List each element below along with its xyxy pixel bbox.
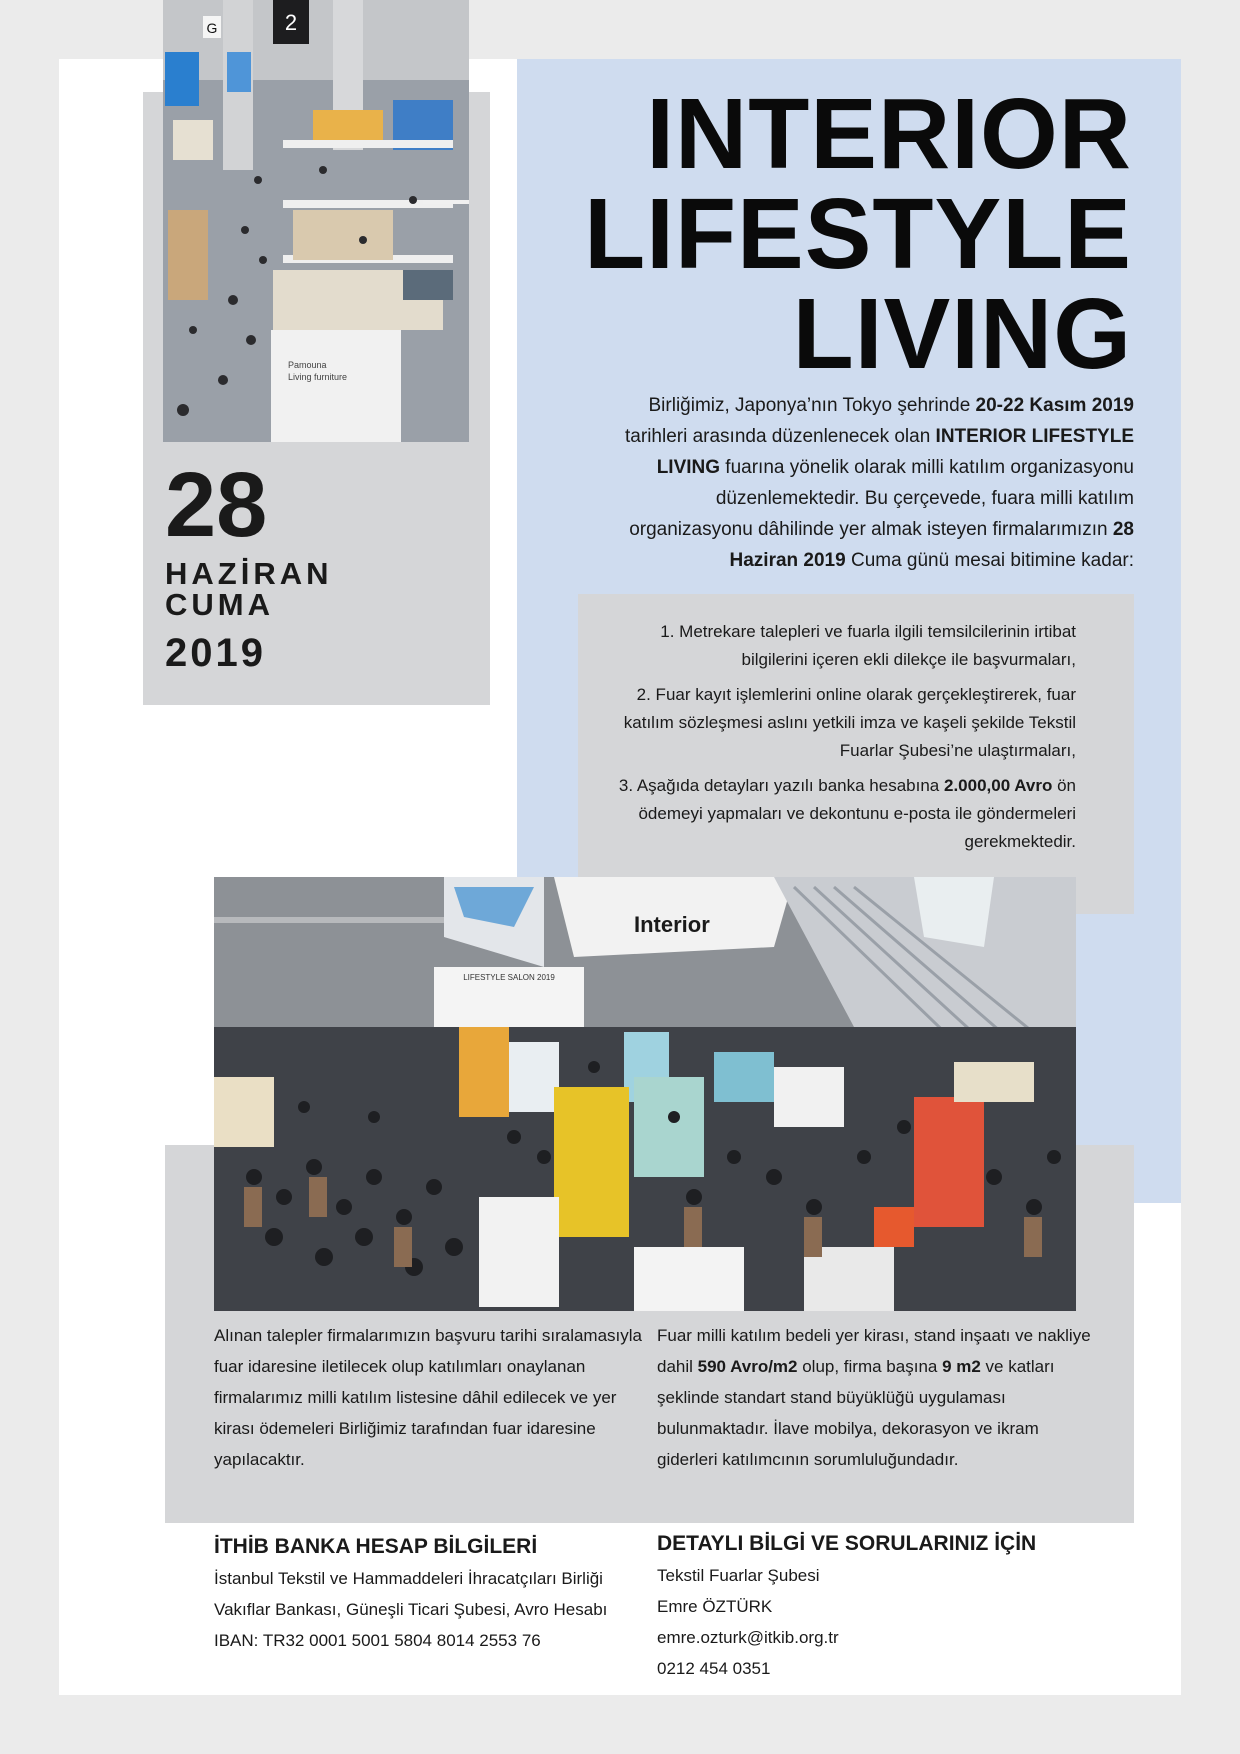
booth-sign-line2: Living furniture [288,372,348,382]
date-month: HAZİRAN [165,556,333,591]
fee-stand-size: 9 m2 [942,1357,981,1376]
fee-paragraph [657,1320,1097,1475]
title-line-1: INTERIOR [646,78,1132,190]
hall-number-sign: 2 [284,10,298,35]
fee-text-3: ve katları şeklinde standart stand büyüklüğü uygulaması bulunmaktadır. İlave mobilya, dekorasyon ve ikram giderleri katılımcının sorumluluğundadır. [657,1357,1055,1469]
contact-person: Emre ÖZTÜRK [657,1597,773,1616]
contact-phone: 0212 454 0351 [657,1659,771,1678]
bank-branch: Vakıflar Bankası, Güneşli Ticari Şubesi, Avro Hesabı [214,1600,608,1619]
intro-text-1: Birliğimiz, Japonya’nın Tokyo şehrinde [648,395,976,416]
salon-banner-text: LIFESTYLE SALON 2019 [463,973,555,982]
contact-email[interactable]: emre.ozturk@itkib.org.tr [657,1628,839,1647]
date-weekday: CUMA [165,587,274,622]
hanging-banner-text: Interior [634,912,710,937]
requirement-item-2: 2. Fuar kayıt işlemlerini online olarak gerçekleştirerek, fuar katılım sözleşmesi aslını yetkili imza ve kaşeli şekilde Tekstil Fuarlar Şubesi’ne ulaştırmaları, [623,685,1076,760]
intro-paragraph [590,390,1134,576]
exhibition-floor-photo [214,877,1076,1311]
bank-info [214,1563,607,1656]
date-day: 28 [165,454,268,556]
fee-text-1: Fuar milli katılım bedeli yer kirası, stand inşaatı ve nakliye dahil [657,1326,1091,1376]
title-line-2: LIFESTYLE [584,178,1132,290]
bank-holder: İstanbul Tekstil ve Hammaddeleri İhracatçıları Birliği [214,1569,603,1588]
contact-info [657,1560,839,1684]
exhibition-hall-photo [163,0,469,442]
intro-text-3: fuarına yönelik olarak milli katılım organizasyonu düzenlemektedir. Bu çerçevede, fuara milli katılım organizasyonu dâhilinde yer almak isteyen firmalarımızın [629,457,1134,540]
title-line-3: LIVING [792,278,1132,390]
requirement-item-1: 1. Metrekare talepleri ve fuarla ilgili temsilcilerinin irtibat bilgilerini içeren ekli dilekçe ile başvurmaları, [660,622,1076,669]
intro-text-4: Cuma günü mesai bitimine kadar: [845,550,1134,571]
requirement-3-text-2: ön ödemeyi yapmaları ve dekontunu e-posta ile göndermeleri gerekmektedir. [638,776,1076,851]
fee-text-2: olup, firma başına [797,1357,943,1376]
event-title [584,78,1132,390]
intro-event-name: INTERIOR LIFESTYLE LIVING [656,426,1134,478]
requirements-list [600,618,1076,863]
contact-department: Tekstil Fuarlar Şubesi [657,1566,820,1585]
requirement-3-text-1: 3. Aşağıda detayları yazılı banka hesabına [618,776,944,795]
fee-price: 590 Avro/m2 [697,1357,798,1376]
contact-info-title: DETAYLI BİLGİ VE SORULARINIZ İÇİN [657,1532,1037,1555]
bank-iban: IBAN: TR32 0001 5001 5804 8014 2553 76 [214,1631,541,1650]
requirement-item-3 [600,772,1076,856]
intro-event-dates: 20-22 Kasım 2019 [975,395,1134,416]
intro-deadline: 28 Haziran 2019 [729,519,1134,571]
intro-text-2: tarihleri arasında düzenlenecek olan [625,426,936,447]
bank-info-title: İTHİB BANKA HESAP BİLGİLERİ [214,1535,538,1558]
hall-letter-sign: G [206,20,218,36]
date-year: 2019 [165,631,266,675]
requirement-3-amount: 2.000,00 Avro [943,776,1053,795]
procedure-paragraph: Alınan talepler firmalarımızın başvuru tarihi sıralamasıyla fuar idaresine iletilecek olup katılımları onaylanan firmalarımız milli katılım listesine dâhil edilecek ve yer kirası ödemeleri Birliğimiz tarafından fuar idaresine yapılacaktır. [214,1326,642,1469]
booth-sign-line1: Pamouna [288,360,327,370]
